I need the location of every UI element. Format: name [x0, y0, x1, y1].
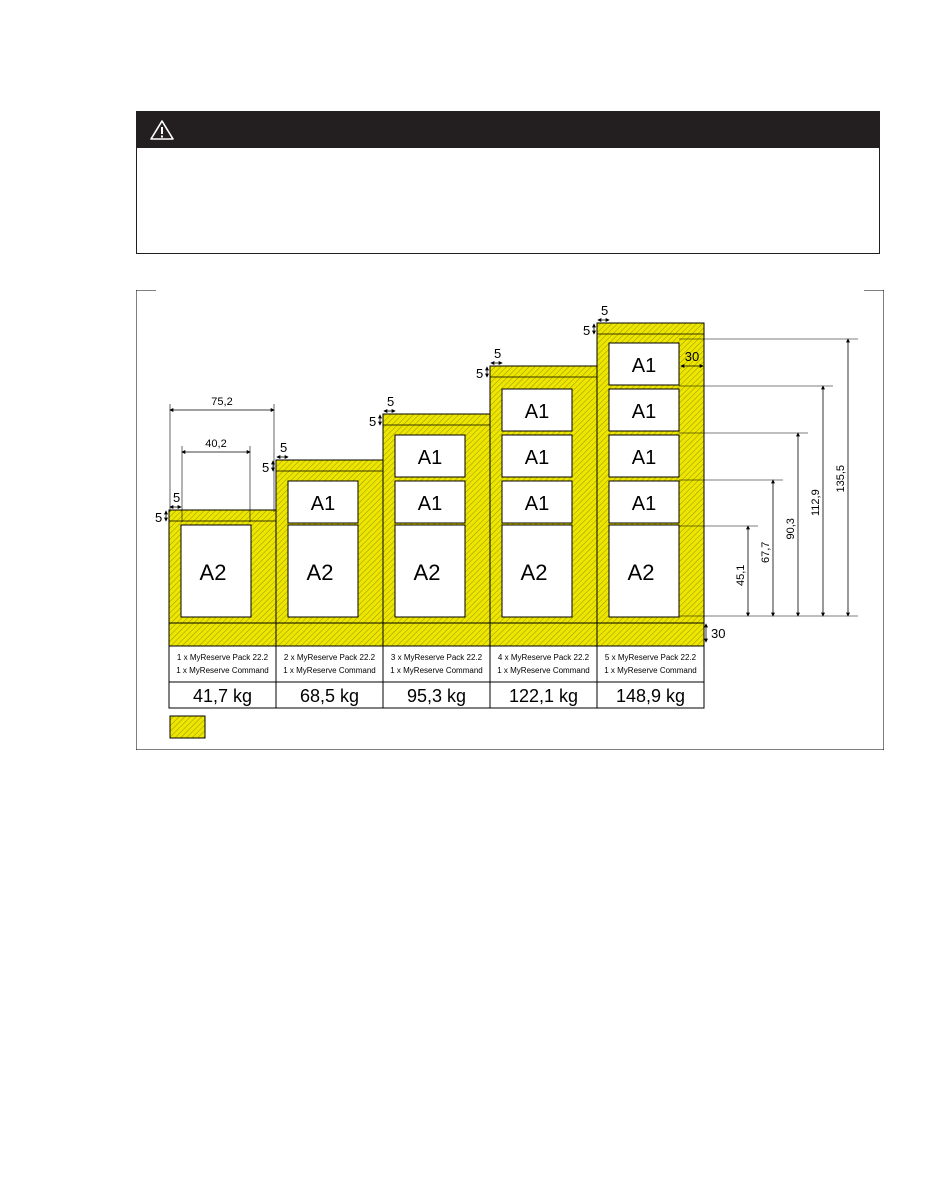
config-line-packs: 1 x MyReserve Pack 22.2	[176, 653, 269, 662]
config-line-command: 1 x MyReserve Command	[283, 666, 376, 675]
module-a1-label: A1	[310, 493, 336, 515]
diagram-canvas	[136, 290, 884, 750]
top-gap-label: 5	[280, 440, 288, 455]
warning-header	[137, 112, 879, 148]
base-plinth	[383, 623, 490, 646]
height-dim-label: 45,1	[735, 564, 747, 586]
config-line-command: 1 x MyReserve Command	[497, 666, 590, 675]
top-gap-label: 5	[601, 303, 609, 318]
config-line-packs: 2 x MyReserve Pack 22.2	[283, 653, 376, 662]
warning-box	[136, 111, 880, 254]
config-line-command: 1 x MyReserve Command	[604, 666, 697, 675]
config-cell	[490, 646, 597, 682]
config-cell	[169, 646, 276, 682]
module-a1-label: A1	[417, 493, 443, 515]
side-gap-label: 5	[262, 460, 270, 475]
module-a1-label: A1	[631, 401, 657, 423]
height-dim-label: 112,9	[810, 489, 822, 516]
side-gap-label: 5	[155, 510, 163, 525]
weight-value: 68,5 kg	[299, 686, 360, 706]
warning-triangle-icon	[149, 119, 175, 141]
module-a1-label: A1	[524, 493, 550, 515]
config-line-command: 1 x MyReserve Command	[176, 666, 269, 675]
wall-dim-label: 30	[684, 349, 700, 364]
height-dim-label: 90,3	[785, 518, 797, 540]
module-a2-label: A2	[413, 560, 441, 585]
width-dim-outer-label: 75,2	[211, 396, 233, 408]
width-dim-inner-label: 40,2	[205, 438, 227, 450]
side-gap-label: 5	[583, 323, 591, 338]
top-gap-label: 5	[387, 394, 395, 409]
config-cell	[276, 646, 383, 682]
weight-value: 41,7 kg	[192, 686, 253, 706]
module-a1-label: A1	[524, 401, 550, 423]
module-a1-label: A1	[631, 493, 657, 515]
module-a1-label: A1	[631, 447, 657, 469]
base-plinth	[597, 623, 704, 646]
weight-value: 122,1 kg	[508, 686, 579, 706]
module-a1-label: A1	[631, 355, 657, 377]
weight-value: 95,3 kg	[406, 686, 467, 706]
module-a1-label: A1	[524, 447, 550, 469]
height-dim-label: 67,7	[760, 541, 772, 563]
config-line-command: 1 x MyReserve Command	[390, 666, 483, 675]
base-plinth	[276, 623, 383, 646]
config-line-packs: 3 x MyReserve Pack 22.2	[390, 653, 483, 662]
weight-value: 148,9 kg	[615, 686, 686, 706]
top-gap-label: 5	[494, 346, 502, 361]
stacking-diagram	[136, 290, 884, 750]
config-cell	[597, 646, 704, 682]
module-a2-label: A2	[520, 560, 548, 585]
legend-swatch	[170, 716, 205, 738]
side-gap-label: 5	[369, 414, 377, 429]
base-plinth	[490, 623, 597, 646]
module-a1-label: A1	[417, 447, 443, 469]
side-gap-label: 5	[476, 366, 484, 381]
top-gap-label: 5	[173, 490, 181, 505]
module-a2-label: A2	[627, 560, 655, 585]
config-cell	[383, 646, 490, 682]
config-line-packs: 4 x MyReserve Pack 22.2	[497, 653, 590, 662]
height-dim-label: 135,5	[835, 464, 847, 493]
module-a2-label: A2	[199, 560, 227, 585]
base-dim-label: 30	[711, 626, 726, 641]
config-line-packs: 5 x MyReserve Pack 22.2	[604, 653, 697, 662]
module-a2-label: A2	[306, 560, 334, 585]
base-plinth	[169, 623, 276, 646]
